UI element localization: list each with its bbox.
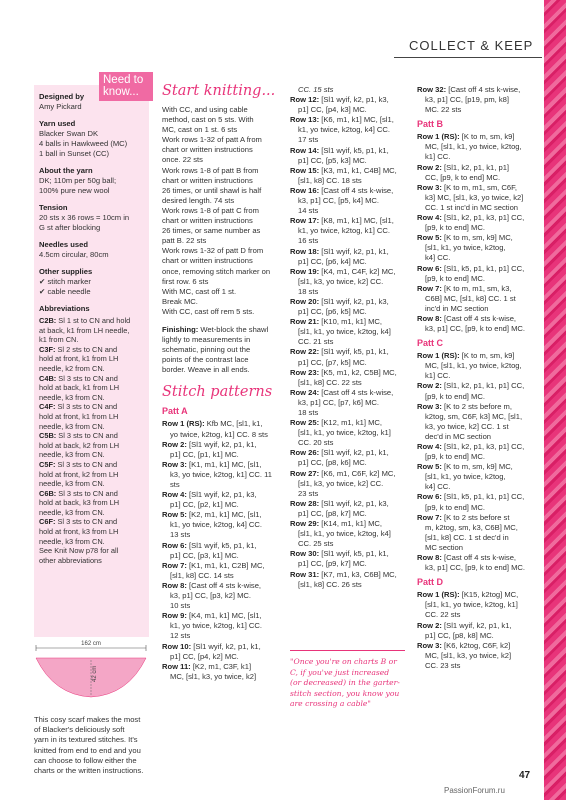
pattern-row-line: p1] CC, [p8, k8] MC.	[425, 630, 494, 640]
row-number: Row 11:	[162, 661, 191, 671]
pattern-row-line: Row 2: [Sl1, k2, p1, k1, p1] CC,	[417, 381, 525, 391]
about-yarn-label: About the yarn	[39, 166, 93, 175]
pattern-row-line: Row 6: [Sl1, k5, p1, k1, p1] CC,	[417, 492, 525, 502]
description-line: of Blacker's deliciously soft	[34, 725, 125, 735]
spacer	[39, 233, 149, 240]
instruction-line: desired length. 74 sts	[162, 195, 235, 205]
quote-line: (or decreased) in the garter-	[290, 678, 400, 687]
pattern-row-line: Row 25: [K12, m1, k1] MC,	[290, 418, 383, 428]
pattern-row-line: [sl1, k1, yo twice, k2tog,	[425, 243, 506, 253]
pattern-row-line: k3] MC, [sl1, k3, yo twice, k2]	[425, 192, 524, 202]
row-number: Row 1 (RS):	[417, 351, 460, 361]
pattern-row-line: p1] CC, [p3, k1] MC.	[170, 550, 239, 560]
row-number: Row 2:	[417, 381, 442, 391]
pattern-row-line: Row 4: [Sl1 wyif, k2, p1, k3,	[162, 490, 257, 500]
abbreviation-line: hold at front, k1 from LH	[39, 354, 119, 364]
abbreviation-key: C5F:	[39, 459, 56, 469]
abbreviation-line: at back, k1 from LH needle,	[39, 325, 130, 335]
abbreviation-line: C5F: Sl 3 sts to CN and	[39, 459, 118, 469]
pattern-row-line: p1] CC, [p5, k3] MC.	[298, 155, 367, 165]
row-number: Row 4:	[417, 442, 442, 451]
pattern-row-line: Row 29: [K14, m1, k1] MC,	[290, 519, 383, 529]
pattern-row-line: CC. 23 sts	[425, 660, 461, 670]
pattern-row-line: Row 9: [K4, m1, k1] MC, [sl1,	[162, 611, 262, 621]
abbreviation-footnote: other abbreviations	[39, 555, 102, 565]
yarn-label: Yarn used	[39, 119, 76, 128]
supplies-line: ✔ stitch marker	[39, 277, 91, 286]
patt-c-heading: Patt C	[417, 338, 444, 349]
abbreviation-line: k1 from CN.	[39, 335, 79, 345]
row-number: Row 18:	[290, 246, 320, 256]
pattern-row-line: Row 27: [K6, m1, C6F, k2] MC,	[290, 468, 396, 478]
pattern-row-line: Row 1 (RS): Kfb MC, [sl1, k1,	[162, 419, 263, 429]
row-number: Row 8:	[162, 580, 187, 590]
row-number: Row 7:	[417, 283, 442, 293]
row-number: Row 3:	[417, 182, 442, 192]
row-number: Row 7:	[417, 512, 442, 522]
abbreviation-key: C4B:	[39, 373, 57, 383]
row-number: Row 2:	[417, 162, 442, 172]
instruction-line: once, removing stitch marker on	[162, 266, 271, 276]
pattern-row-line: k3, p1] CC, [p9, k to end] MC.	[425, 324, 526, 334]
pattern-row-line: [sl1, k3, yo twice, k2] CC.	[298, 478, 384, 488]
pattern-row-line: MC section	[425, 542, 463, 552]
pattern-row-line: Row 26: [Sl1 wyif, k2, p1, k1,	[290, 448, 389, 458]
finishing-line: schematic, pinning out the	[162, 345, 251, 355]
patt-d-heading: Patt D	[417, 577, 444, 588]
instruction-line: 26 times, or until shawl is half	[162, 185, 262, 195]
row-number: Row 6:	[162, 540, 187, 550]
pattern-row-line: p1] CC, [p9, k7] MC.	[298, 559, 367, 569]
pattern-row-line: Row 13: [K6, m1, k1] MC, [sl1,	[290, 115, 394, 125]
pattern-row-line: 10 sts	[170, 601, 191, 611]
pattern-row-line: [p9, k to end] MC.	[425, 273, 485, 283]
abbreviation-line: hold at back, k3 from LH	[39, 498, 120, 508]
pattern-row-line: Row 20: [Sl1 wyif, k2, p1, k3,	[290, 296, 389, 306]
pattern-row-line: k2tog, sm, C6F, k3] MC, [sl1,	[425, 411, 523, 421]
abbreviation-key: C5B:	[39, 431, 57, 441]
abbreviation-line: C2B: Sl 1 st to CN and hold	[39, 316, 131, 325]
start-knitting-heading: Start knitting...	[162, 83, 276, 99]
instruction-line: Work rows 1-8 of patt B from	[162, 165, 259, 175]
pattern-row-line: Row 2: [Sl1 wyif, k2, p1, k1,	[162, 439, 257, 449]
pattern-row-line: [p9, k to end] MC.	[425, 502, 485, 512]
pattern-row-line: CC. 25 sts	[298, 539, 334, 549]
row-number: Row 8:	[417, 313, 442, 323]
section-title: COLLECT & KEEP	[409, 38, 534, 53]
pattern-row-line: 18 sts	[298, 408, 319, 417]
instruction-line: chart or written instructions	[162, 256, 253, 266]
pattern-row-line: [p9, k to end] MC.	[425, 391, 485, 401]
pattern-row-line: [p9, k to end] MC.	[425, 223, 485, 233]
instruction-line: Work rows 1-8 of patt C from	[162, 205, 259, 215]
row-number: Row 27:	[290, 468, 320, 478]
pattern-row-line: Row 3: [K to m, m1, sm, C6F,	[417, 182, 518, 192]
pattern-row-line: k3, yo twice, k2] CC. 1 st	[425, 421, 509, 431]
pattern-row-line: k3, yo twice, k2tog, k1] CC. 11 sts	[170, 469, 272, 489]
pattern-row-line: k4] CC.	[425, 482, 451, 492]
abbreviation-line: hold at front, k1 from LH	[39, 411, 119, 421]
patt-b-heading: Patt B	[417, 119, 444, 130]
pattern-row-line: 16 sts	[298, 236, 319, 246]
row-number: Row 15:	[290, 165, 320, 175]
row-number: Row 31:	[290, 569, 320, 579]
pattern-row-line: Row 8: [Cast off 4 sts k-wise,	[162, 580, 262, 590]
row-continuation: CC. 15 sts	[298, 85, 334, 94]
pattern-row-line: k1] CC.	[425, 152, 451, 162]
pattern-row-line: Row 5: [K2, m1, k1] MC, [sl1,	[162, 510, 262, 520]
pattern-row-line: 12 sts	[170, 631, 191, 641]
row-number: Row 7:	[162, 560, 187, 570]
pattern-row-line: k3, p1] CC, [p5, k4] MC.	[298, 196, 380, 206]
abbreviation-line: C6B: Sl 3 sts to CN and	[39, 488, 118, 498]
pattern-row-line: Row 28: [Sl1 wyif, k2, p1, k3,	[290, 498, 389, 508]
designer-name: Amy Pickard	[39, 102, 82, 111]
pattern-row-line: CC. 1 st inc'd in MC section	[425, 202, 519, 212]
description-line: charts or the written instructions.	[34, 766, 144, 776]
pattern-row-line: k3, p1] CC, [p19, pm, k8]	[425, 95, 509, 105]
yarn-line: 4 balls in Hawkweed (MC)	[39, 139, 128, 148]
pattern-row-line: Row 19: [K4, m1, C4F, k2] MC,	[290, 266, 396, 276]
pattern-row-line: Row 7: [K1, m1, k1, C2B] MC,	[162, 560, 265, 570]
abbreviation-key: C4F:	[39, 402, 56, 412]
pattern-row-line: MC, [sl1, k1, yo twice, k2tog,	[425, 142, 522, 152]
pattern-row-line: k1, yo twice, k2tog, k4] CC.	[170, 520, 263, 530]
quote-line: C, if you've just increased	[290, 667, 390, 677]
stitch-patterns-heading: Stitch patterns	[162, 384, 273, 401]
abbreviation-key: C3F:	[39, 344, 56, 354]
pattern-row-line: Row 6: [Sl1, k5, p1, k1, p1] CC,	[417, 263, 525, 273]
pattern-row-line: Row 1 (RS): [K to m, sm, k9]	[417, 351, 515, 361]
pattern-row-line: Row 2: [Sl1, k2, p1, k1, p1]	[417, 162, 510, 172]
row-number: Row 24:	[290, 387, 320, 397]
yarn-line: Blacker Swan DK	[39, 129, 99, 138]
instruction-line: Work rows 1-32 of patt D from	[162, 246, 264, 256]
pull-quote	[290, 650, 405, 710]
description-line: can choose to follow either the	[34, 755, 137, 765]
instruction-line: method, cast on 5 sts. With	[162, 115, 254, 125]
pattern-row-line: [sl1, k1, yo twice, k2tog, k1]	[425, 600, 518, 610]
spacer	[39, 260, 149, 267]
instruction-line: once. 22 sts	[162, 155, 203, 165]
pattern-row-line: Row 12: [Sl1 wyif, k2, p1, k3,	[290, 95, 389, 105]
pattern-row-line: p1] CC, [p4, k3] MC.	[298, 105, 367, 115]
row-number: Row 16:	[290, 185, 320, 195]
pattern-row-line: Row 4: [Sl1, k2, p1, k3, p1] CC,	[417, 213, 525, 223]
pattern-row-line: [sl1, k1, yo twice, k2tog, k1]	[298, 428, 391, 438]
instruction-line: Break MC.	[162, 296, 198, 306]
pattern-row-line: Row 5: [K to m, sm, k9] MC,	[417, 233, 513, 243]
row-number: Row 5:	[162, 510, 187, 520]
abbreviation-line: hold at back, k1 from LH	[39, 383, 120, 393]
abbreviation-line: needle, k3 from CN.	[39, 450, 105, 460]
row-number: Row 20:	[290, 296, 320, 306]
pattern-row-line: Row 24: [Cast off 4 sts k-wise,	[290, 387, 394, 397]
abbreviation-line: needle, k2 from CN.	[39, 363, 105, 373]
pattern-row-line: k3, p1] CC, [p7, k6] MC.	[298, 397, 380, 407]
abbreviation-line: hold at front, k2 from LH	[39, 469, 119, 479]
pattern-row-line: [sl1, k8] CC. 1 st dec'd in	[425, 532, 509, 542]
finishing-line: points of the contrast lace	[162, 355, 249, 365]
row-number: Row 17:	[290, 216, 320, 226]
height-label: 42 cm	[92, 665, 98, 682]
pattern-row-line: p1] CC, [p4, k2] MC.	[170, 651, 239, 661]
spacer	[39, 196, 149, 203]
pattern-row-line: MC, [sl1, k3, yo twice, k2]	[170, 671, 257, 681]
row-number: Row 4:	[417, 213, 442, 223]
row-number: Row 1 (RS):	[417, 590, 460, 600]
pattern-row-line: CC. 22 sts	[425, 610, 461, 620]
supplies-line: ✔ cable needle	[39, 287, 91, 296]
designed-by-label: Designed by	[39, 92, 85, 101]
pattern-row-line: Row 6: [Sl1 wyif, k5, p1, k1,	[162, 540, 257, 550]
quote-line: stitch section, you know you	[290, 688, 400, 698]
row-number: Row 5:	[417, 462, 442, 472]
pattern-row-line: Row 16: [Cast off 4 sts k-wise,	[290, 185, 394, 195]
abbreviation-list	[39, 316, 149, 565]
row-number: Row 32:	[417, 85, 447, 94]
abbreviation-line: C6F: Sl 3 sts to CN and	[39, 517, 118, 527]
abbreviation-line: C5B: Sl 3 sts to CN and	[39, 431, 118, 441]
description-line: This cosy scarf makes the most	[34, 715, 141, 724]
pattern-row-line: MC, [sl1, k3, yo twice, k2]	[425, 650, 512, 660]
pattern-row-line: p1] CC, [p2, k1] MC.	[170, 500, 239, 510]
pattern-row-line: Row 7: [K to 2 sts before st	[417, 512, 510, 522]
description-line: knitted from end to end and you	[34, 745, 141, 755]
instruction-line: first row. 6 sts	[162, 276, 209, 286]
abbreviation-line: hold at front, k3 from LH	[39, 527, 119, 537]
pattern-row-line: Row 2: [Sl1 wyif, k2, p1, k1,	[417, 620, 512, 630]
instruction-line: patt B. 22 sts	[162, 236, 207, 246]
scarf-description	[34, 715, 149, 776]
row-number: Row 30:	[290, 549, 320, 559]
row-number: Row 9:	[162, 611, 187, 621]
pattern-row-line: [sl1, k8] CC. 22 sts	[298, 377, 362, 387]
pattern-row-line: C6B] MC, [sl1, k8] CC. 1 st	[425, 293, 516, 303]
patt-a-heading: Patt A	[162, 406, 188, 417]
pattern-row-line: Row 18: [Sl1 wyif, k2, p1, k1,	[290, 246, 389, 256]
row-number: Row 5:	[417, 233, 442, 243]
pattern-row-line: k3, p1] CC, [p9, k to end] MC.	[425, 563, 526, 573]
yarn-line: 1 ball in Sunset (CC)	[39, 149, 110, 158]
row-number: Row 4:	[162, 490, 187, 500]
pattern-row-line: [sl1, k3, yo twice, k2] CC.	[298, 276, 384, 286]
page-number: 47	[519, 770, 531, 781]
spacer	[39, 297, 149, 304]
about-yarn-line: DK; 110m per 50g ball;	[39, 176, 117, 185]
abbreviation-footnote: See Knit Now p78 for all	[39, 546, 119, 556]
row-number: Row 8:	[417, 553, 442, 563]
abbreviation-key: C6F:	[39, 517, 56, 527]
pattern-row-line: CC. 20 sts	[298, 438, 334, 448]
pattern-row-line: Row 1 (RS): [K15, k2tog] MC,	[417, 590, 519, 600]
row-number: Row 29:	[290, 519, 320, 529]
abbreviation-line: needle, k3 from CN.	[39, 479, 105, 489]
row-number: Row 26:	[290, 448, 320, 458]
pattern-row-line: Row 8: [Cast off 4 sts k-wise,	[417, 313, 517, 323]
abbreviation-line: C4F: Sl 3 sts to CN and	[39, 402, 118, 412]
need-to-know-badge: Need to know...	[99, 72, 153, 101]
instruction-line: Work rows 1-32 of patt A from	[162, 135, 262, 145]
pattern-row-line: CC, [p9, k to end] MC.	[425, 172, 501, 182]
pattern-row-line: [sl1, k1, yo twice, k2tog,	[425, 472, 506, 482]
abbreviation-line: needle, k3 from CN.	[39, 392, 105, 402]
row-number: Row 1 (RS):	[162, 419, 205, 429]
instruction-line: chart or written instructions	[162, 145, 253, 155]
pattern-row-line: Row 22: [Sl1 wyif, k5, p1, k1,	[290, 347, 389, 357]
pattern-row-line: 14 sts	[298, 206, 319, 216]
pattern-row-line: Row 30: [Sl1 wyif, k5, p1, k1,	[290, 549, 389, 559]
row-number: Row 10:	[162, 641, 192, 651]
instruction-line: With CC, and using cable	[162, 105, 248, 114]
pattern-row-line: Row 8: [Cast off 4 sts k-wise,	[417, 553, 517, 563]
pattern-row-line: Row 15: [K3, m1, k1, C4B] MC,	[290, 165, 397, 175]
tension-label: Tension	[39, 203, 68, 212]
row-number: Row 12:	[290, 95, 320, 105]
pattern-row-line: p1] CC, [p8, k7] MC.	[298, 508, 367, 518]
pattern-row-line: p1] CC, [p7, k5] MC.	[298, 357, 367, 367]
column-start-knitting	[162, 83, 280, 682]
row-number: Row 2:	[417, 620, 442, 630]
row-number: Row 28:	[290, 498, 320, 508]
pattern-row-line: [p9, k to end] MC.	[425, 452, 485, 462]
pattern-row-line: dec'd in MC section	[425, 431, 492, 441]
finishing-label: Finishing:	[162, 324, 199, 334]
watermark: PassionForum.ru	[444, 786, 505, 795]
abbreviation-key: C6B:	[39, 488, 57, 498]
row-number: Row 22:	[290, 347, 320, 357]
abbreviation-line: hold at back, k2 from LH	[39, 440, 120, 450]
finishing-line: lightly to measurements in	[162, 335, 251, 345]
pattern-row-line: m, k2tog, sm, k3, C6B] MC,	[425, 522, 518, 532]
row-number: Row 6:	[417, 492, 442, 502]
pattern-row-line: Row 14: [Sl1 wyif, k5, p1, k1,	[290, 145, 389, 155]
pattern-row-line: Row 10: [Sl1 wyif, k2, p1, k1,	[162, 641, 261, 651]
pattern-row-line: yo twice, k2tog, k1] CC. 8 sts	[170, 429, 268, 439]
pattern-row-line: Row 5: [K to m, sm, k9] MC,	[417, 462, 513, 472]
row-number: Row 3:	[417, 401, 442, 411]
pattern-row-line: Row 3: [K1, m1, k1] MC, [sl1,	[162, 459, 262, 469]
pattern-row-line: 13 sts	[170, 530, 191, 540]
row-number: Row 23:	[290, 367, 320, 377]
row-number: Row 3:	[162, 459, 187, 469]
row-number: Row 6:	[417, 263, 442, 273]
instruction-line: chart or written instructions	[162, 175, 253, 185]
pattern-row-line: p1] CC, [p1, k1] MC.	[170, 449, 239, 459]
finishing-line: Finishing: Wet-block the shawl	[162, 324, 269, 334]
abbreviations-label: Abbreviations	[39, 304, 90, 313]
row-number: Row 1 (RS):	[417, 132, 460, 142]
needles-line: 4.5cm circular, 80cm	[39, 250, 109, 259]
tension-line: 20 sts x 36 rows = 10cm in	[39, 213, 130, 222]
row-number: Row 21:	[290, 317, 320, 327]
pattern-row-line: [sl1, k1, yo twice, k2tog, k4]	[298, 529, 391, 539]
instruction-line: chart or written instructions	[162, 216, 253, 226]
quote-line: are crossing a cable"	[290, 699, 371, 708]
column-patt-b-c-d	[417, 85, 530, 671]
pattern-row-line: k1, yo twice, k2tog, k4] CC.	[298, 125, 391, 135]
pattern-row-line: Row 4: [Sl1, k2, p1, k3, p1] CC,	[417, 442, 525, 451]
need-to-know-sidebar	[34, 85, 149, 637]
pattern-row-line: 17 sts	[298, 135, 319, 145]
pattern-row-line: [sl1, k8] CC. 14 sts	[170, 570, 234, 580]
finishing-line: border. Weave in all ends.	[162, 365, 250, 375]
pattern-row-line: k1, yo twice, k2tog, k1] CC.	[170, 621, 263, 631]
pattern-row-line: 23 sts	[298, 488, 319, 498]
column-patt-a-continued	[290, 85, 405, 590]
abbreviation-key: C2B:	[39, 316, 57, 325]
pattern-row-line: MC. 22 sts	[425, 105, 462, 115]
pattern-row-line: [sl1, k1, yo twice, k2tog, k4]	[298, 327, 391, 337]
decorative-pink-strip	[544, 0, 566, 800]
instruction-line: 26 times, or same number as	[162, 226, 261, 236]
abbreviation-line: needle, k3 from CN.	[39, 421, 105, 431]
pattern-row-line: Row 31: [K7, m1, k3, C6B] MC,	[290, 569, 397, 579]
row-number: Row 14:	[290, 145, 320, 155]
pattern-row-line: MC, [sl1, k1, yo twice, k2tog,	[425, 361, 522, 371]
instruction-line: With MC, cast off 1 st.	[162, 286, 237, 296]
header-rule	[394, 57, 542, 58]
instruction-line: MC, cast on 1 st. 6 sts	[162, 125, 238, 135]
pattern-row-line: Row 32: [Cast off 4 sts k-wise,	[417, 85, 521, 94]
pattern-row-line: k3, p1] CC, [p3, k2] MC.	[170, 591, 252, 601]
pattern-row-line: Row 21: [K10, m1, k1] MC,	[290, 317, 383, 327]
row-number: Row 13:	[290, 115, 320, 125]
row-number: Row 3:	[417, 640, 442, 650]
about-yarn-line: 100% pure new wool	[39, 186, 110, 195]
pattern-row-line: Row 11: [K2, m1, C3F, k1]	[162, 661, 252, 671]
pattern-row-line: 18 sts	[298, 286, 319, 296]
pattern-row-line: CC. 21 sts	[298, 337, 334, 347]
abbreviation-line: needle, k3 from CN.	[39, 536, 105, 546]
pattern-row-line: p1] CC, [p6, k5] MC.	[298, 307, 367, 317]
width-label: 162 cm	[81, 641, 101, 647]
pattern-row-line: Row 3: [K to 2 sts before m,	[417, 401, 512, 411]
abbreviation-line: C3F: Sl 2 sts to CN and	[39, 344, 118, 354]
abbreviation-line: needle, k3 from CN.	[39, 507, 105, 517]
pattern-row-line: Row 23: [K5, m1, k2, C5B] MC,	[290, 367, 397, 377]
instruction-line: With CC, cast off rem 5 sts.	[162, 306, 255, 316]
tension-line: G st after blocking	[39, 223, 101, 232]
row-number: Row 25:	[290, 418, 320, 428]
pattern-row-line: Row 3: [K6, k2tog, C6F, k2]	[417, 640, 511, 650]
spacer	[39, 112, 149, 119]
description-line: yarn in its textured stitches. It's	[34, 735, 138, 745]
abbreviation-line: C4B: Sl 3 sts to CN and	[39, 373, 118, 383]
row-number: Row 2:	[162, 439, 187, 449]
pattern-row-line: inc'd in MC section	[425, 303, 489, 313]
supplies-label: Other supplies	[39, 267, 93, 276]
pattern-row-line: p1] CC, [p8, k6] MC.	[298, 458, 367, 468]
pattern-row-line: Row 17: [K8, m1, k1] MC, [sl1,	[290, 216, 394, 226]
quote-line: "Once you're on charts B or	[290, 657, 397, 666]
pattern-row-line: [sl1, k8] CC. 18 sts	[298, 175, 362, 185]
spacer	[39, 159, 149, 166]
pattern-row-line: Row 7: [K to m, m1, sm, k3,	[417, 283, 512, 293]
row-number: Row 19:	[290, 266, 320, 276]
pattern-row-line: [sl1, k8] CC. 26 sts	[298, 579, 362, 589]
pattern-row-line: Row 1 (RS): [K to m, sm, k9]	[417, 132, 515, 142]
pattern-row-line: k4] CC.	[425, 253, 451, 263]
pattern-row-line: p1] CC, [p6, k4] MC.	[298, 256, 367, 266]
needles-label: Needles used	[39, 240, 88, 249]
pattern-row-line: k1] CC.	[425, 371, 451, 381]
pattern-row-line: k1, yo twice, k2tog, k1] CC.	[298, 226, 391, 236]
